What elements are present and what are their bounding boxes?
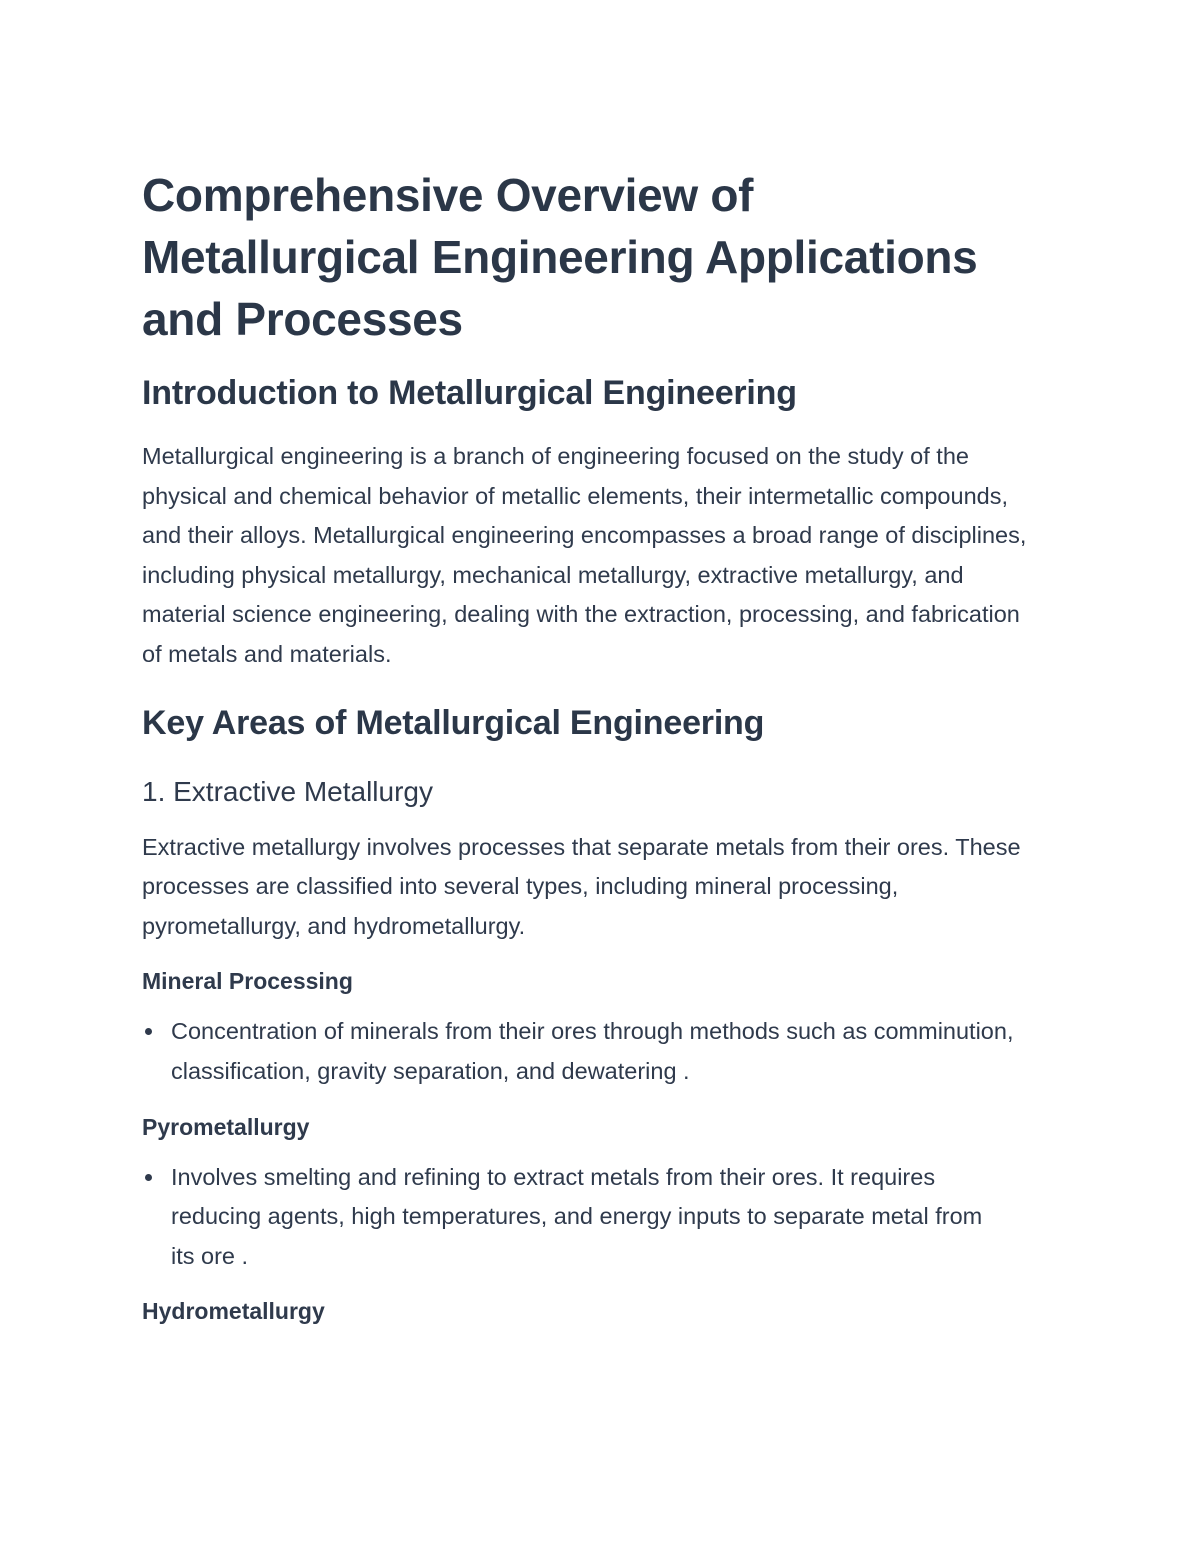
document-page (142, 164, 1042, 1326)
document-title: Comprehensive Overview of Metallurgical Engineering Applications and Processes (142, 169, 978, 345)
intro-paragraph: Metallurgical engineering is a branch of engineering focused on the study of the physical and chemical behavior of metallic elements, their intermetallic compounds, and their alloys. Metallurgical engineering encompasses a broad range of disciplines, including physical metallurgy, mechanical metallurgy, extractive metallurgy, and material science engineering, dealing with the extraction, processing, and fabrication of metals and materials. (142, 443, 1027, 667)
bullet-icon (145, 1174, 152, 1181)
list-item (142, 1012, 1021, 1091)
list-item (142, 1158, 1001, 1277)
list-item-text: Concentration of minerals from their ores through methods such as comminution, classification, gravity separation, and dewatering . (171, 1018, 1014, 1084)
pyrometallurgy-list (142, 1158, 1042, 1277)
mineral-processing-heading: Mineral Processing (142, 968, 353, 995)
key-areas-heading: Key Areas of Metallurgical Engineering (142, 703, 765, 742)
mineral-processing-list (142, 1012, 1042, 1091)
extractive-paragraph: Extractive metallurgy involves processes that separate metals from their ores. These processes are classified into several types, including mineral processing, pyrometallurgy, and hydrometallurgy. (142, 833, 1021, 939)
intro-heading: Introduction to Metallurgical Engineering (142, 374, 797, 412)
hydrometallurgy-heading: Hydrometallurgy (142, 1298, 325, 1325)
bullet-icon (145, 1028, 152, 1035)
extractive-heading: 1. Extractive Metallurgy (142, 775, 433, 807)
pyrometallurgy-heading: Pyrometallurgy (142, 1113, 310, 1140)
list-item-text: Involves smelting and refining to extract metals from their ores. It requires reducing agents, high temperatures, and energy inputs to separate metal from its ore . (171, 1163, 983, 1269)
